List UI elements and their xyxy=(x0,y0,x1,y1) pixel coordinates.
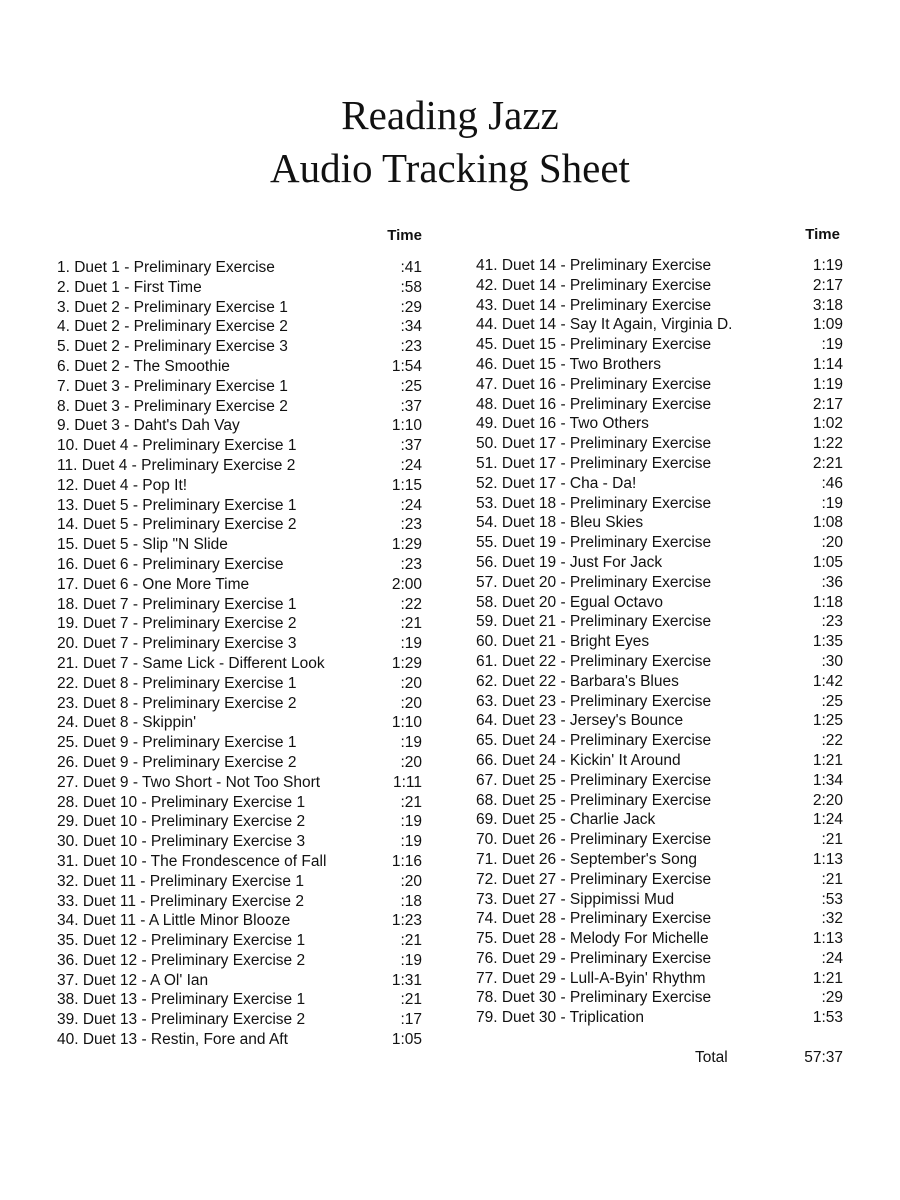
track-row xyxy=(57,476,422,496)
track-label: 2. Duet 1 - First Time xyxy=(57,278,202,296)
track-row xyxy=(476,513,843,533)
track-label: 32. Duet 11 - Preliminary Exercise 1 xyxy=(57,872,304,890)
track-label: 12. Duet 4 - Pop It! xyxy=(57,476,188,494)
track-label: 21. Duet 7 - Same Lick - Different Look xyxy=(57,654,325,672)
track-time: 1:13 xyxy=(812,850,843,868)
track-label: 46. Duet 15 - Two Brothers xyxy=(476,355,661,373)
track-time: :25 xyxy=(400,377,422,395)
track-label: 43. Duet 14 - Preliminary Exercise xyxy=(476,296,712,314)
track-time: :29 xyxy=(400,298,422,316)
total-row xyxy=(476,1048,843,1068)
track-row xyxy=(57,812,422,832)
track-time: :19 xyxy=(400,734,422,752)
track-time: :24 xyxy=(400,496,422,514)
track-time: 1:29 xyxy=(391,654,422,672)
track-row xyxy=(57,397,422,417)
track-time: 1:08 xyxy=(812,514,843,532)
track-label: 1. Duet 1 - Preliminary Exercise xyxy=(57,259,275,276)
track-row xyxy=(57,971,422,991)
track-time: :17 xyxy=(400,1011,422,1029)
track-label: 50. Duet 17 - Preliminary Exercise xyxy=(476,435,712,453)
title-line-1: Reading Jazz xyxy=(341,92,559,138)
track-label: 79. Duet 30 - Triplication xyxy=(476,1009,645,1027)
track-time: :36 xyxy=(821,573,843,591)
track-time: 1:53 xyxy=(812,1009,843,1027)
track-row xyxy=(476,850,843,870)
track-time: :23 xyxy=(400,338,422,356)
track-label: 60. Duet 21 - Bright Eyes xyxy=(476,633,650,651)
track-row xyxy=(476,751,843,771)
track-time: 2:00 xyxy=(391,575,422,593)
track-row xyxy=(476,395,843,415)
track-label: 18. Duet 7 - Preliminary Exercise 1 xyxy=(57,595,297,613)
track-time: :21 xyxy=(821,831,843,849)
track-row xyxy=(57,773,422,793)
track-time: :41 xyxy=(400,259,422,276)
track-row xyxy=(57,456,422,476)
track-label: 4. Duet 2 - Preliminary Exercise 2 xyxy=(57,318,288,336)
track-label: 8. Duet 3 - Preliminary Exercise 2 xyxy=(57,397,288,415)
track-label: 28. Duet 10 - Preliminary Exercise 1 xyxy=(57,793,306,811)
track-time: 1:42 xyxy=(812,672,843,690)
track-row xyxy=(57,258,422,278)
track-label: 72. Duet 27 - Preliminary Exercise xyxy=(476,870,712,888)
track-label: 53. Duet 18 - Preliminary Exercise xyxy=(476,494,712,512)
track-time: :25 xyxy=(821,692,843,710)
track-label: 5. Duet 2 - Preliminary Exercise 3 xyxy=(57,338,288,356)
track-label: 77. Duet 29 - Lull-A-Byin' Rhythm xyxy=(476,969,706,987)
track-time: 1:10 xyxy=(391,417,422,435)
track-label: 39. Duet 13 - Preliminary Exercise 2 xyxy=(57,1011,306,1029)
right-column-header xyxy=(476,222,843,256)
track-row xyxy=(57,793,422,813)
track-row xyxy=(476,791,843,811)
right-track-list xyxy=(476,256,843,1028)
track-time: :21 xyxy=(400,615,422,633)
track-time: :21 xyxy=(400,991,422,1009)
track-row xyxy=(476,276,843,296)
track-label: 62. Duet 22 - Barbara's Blues xyxy=(476,672,679,690)
track-label: 24. Duet 8 - Skippin' xyxy=(57,714,197,732)
track-label: 70. Duet 26 - Preliminary Exercise xyxy=(476,831,712,849)
track-row xyxy=(476,454,843,474)
track-time: :46 xyxy=(821,474,843,492)
track-row xyxy=(476,533,843,553)
track-label: 40. Duet 13 - Restin, Fore and Aft xyxy=(57,1031,288,1049)
track-row xyxy=(476,1008,843,1028)
track-time: :19 xyxy=(400,833,422,851)
track-label: 64. Duet 23 - Jersey's Bounce xyxy=(476,712,684,730)
track-time: 1:21 xyxy=(812,751,843,769)
track-row xyxy=(57,357,422,377)
track-row xyxy=(476,949,843,969)
track-row xyxy=(57,694,422,714)
track-row xyxy=(476,731,843,751)
track-time: :21 xyxy=(400,793,422,811)
track-label: 37. Duet 12 - A Ol' Ian xyxy=(57,971,209,989)
track-row xyxy=(57,951,422,971)
track-row xyxy=(57,654,422,674)
track-row xyxy=(476,434,843,454)
track-time: 1:31 xyxy=(391,971,422,989)
track-time: 1:19 xyxy=(812,375,843,393)
track-row xyxy=(57,911,422,931)
track-label: 74. Duet 28 - Preliminary Exercise xyxy=(476,910,712,928)
track-row xyxy=(57,892,422,912)
track-label: 47. Duet 16 - Preliminary Exercise xyxy=(476,375,712,393)
track-time: 1:24 xyxy=(812,811,843,829)
track-row xyxy=(57,634,422,654)
track-row xyxy=(476,414,843,434)
track-time: 3:18 xyxy=(812,296,843,314)
track-label: 13. Duet 5 - Preliminary Exercise 1 xyxy=(57,496,297,514)
track-label: 69. Duet 25 - Charlie Jack xyxy=(476,811,656,829)
track-row xyxy=(476,988,843,1008)
track-time: :29 xyxy=(821,989,843,1007)
track-label: 54. Duet 18 - Bleu Skies xyxy=(476,514,644,532)
track-time: 1:54 xyxy=(391,357,422,375)
track-row xyxy=(476,909,843,929)
track-label: 41. Duet 14 - Preliminary Exercise xyxy=(476,257,712,274)
track-time: :23 xyxy=(400,555,422,573)
track-row xyxy=(476,771,843,791)
track-row xyxy=(476,335,843,355)
track-time: :37 xyxy=(400,397,422,415)
track-row xyxy=(476,315,843,335)
track-time: :20 xyxy=(400,872,422,890)
left-track-column xyxy=(57,222,422,1050)
track-time: :32 xyxy=(821,910,843,928)
track-time: :37 xyxy=(400,437,422,455)
track-row xyxy=(476,870,843,890)
track-time: 1:15 xyxy=(391,476,422,494)
track-time: 2:17 xyxy=(812,395,843,413)
track-row xyxy=(476,494,843,514)
track-time: :21 xyxy=(400,932,422,950)
track-time: :20 xyxy=(400,753,422,771)
track-label: 59. Duet 21 - Preliminary Exercise xyxy=(476,613,712,631)
track-row xyxy=(57,298,422,318)
track-label: 25. Duet 9 - Preliminary Exercise 1 xyxy=(57,734,297,752)
track-row xyxy=(476,692,843,712)
track-label: 14. Duet 5 - Preliminary Exercise 2 xyxy=(57,516,297,534)
track-time: :34 xyxy=(400,318,422,336)
track-row xyxy=(476,612,843,632)
track-row xyxy=(57,931,422,951)
track-label: 27. Duet 9 - Two Short - Not Too Short xyxy=(57,773,321,791)
track-label: 16. Duet 6 - Preliminary Exercise xyxy=(57,555,284,573)
track-label: 30. Duet 10 - Preliminary Exercise 3 xyxy=(57,833,306,851)
track-label: 67. Duet 25 - Preliminary Exercise xyxy=(476,771,712,789)
track-time: 1:10 xyxy=(391,714,422,732)
track-row xyxy=(57,436,422,456)
track-label: 68. Duet 25 - Preliminary Exercise xyxy=(476,791,712,809)
track-time: 1:14 xyxy=(812,355,843,373)
time-header: Time xyxy=(805,226,840,243)
left-track-list xyxy=(57,258,422,1050)
track-label: 22. Duet 8 - Preliminary Exercise 1 xyxy=(57,674,297,692)
track-row xyxy=(476,969,843,989)
track-label: 11. Duet 4 - Preliminary Exercise 2 xyxy=(57,456,296,474)
track-time: 1:22 xyxy=(812,435,843,453)
track-row xyxy=(57,317,422,337)
track-label: 7. Duet 3 - Preliminary Exercise 1 xyxy=(57,377,288,395)
track-label: 34. Duet 11 - A Little Minor Blooze xyxy=(57,912,291,930)
track-label: 10. Duet 4 - Preliminary Exercise 1 xyxy=(57,437,297,455)
track-label: 33. Duet 11 - Preliminary Exercise 2 xyxy=(57,892,304,910)
track-label: 76. Duet 29 - Preliminary Exercise xyxy=(476,949,712,967)
track-row xyxy=(476,830,843,850)
right-track-column xyxy=(476,222,843,1068)
track-label: 23. Duet 8 - Preliminary Exercise 2 xyxy=(57,694,297,712)
track-row xyxy=(57,555,422,575)
track-time: 1:29 xyxy=(391,536,422,554)
track-label: 20. Duet 7 - Preliminary Exercise 3 xyxy=(57,635,297,653)
track-time: 2:21 xyxy=(812,454,843,472)
track-label: 65. Duet 24 - Preliminary Exercise xyxy=(476,732,712,750)
track-time: :20 xyxy=(400,674,422,692)
track-time: :20 xyxy=(400,694,422,712)
track-row xyxy=(57,496,422,516)
track-row xyxy=(57,377,422,397)
track-row xyxy=(57,852,422,872)
time-header: Time xyxy=(387,227,422,244)
track-row xyxy=(57,535,422,555)
track-label: 36. Duet 12 - Preliminary Exercise 2 xyxy=(57,951,306,969)
track-time: 1:11 xyxy=(392,773,422,791)
track-label: 63. Duet 23 - Preliminary Exercise xyxy=(476,692,712,710)
track-label: 31. Duet 10 - The Frondescence of Fall xyxy=(57,852,327,870)
track-row xyxy=(57,1010,422,1030)
track-row xyxy=(57,1030,422,1050)
track-row xyxy=(476,929,843,949)
track-row xyxy=(476,711,843,731)
track-row xyxy=(57,595,422,615)
track-time: 1:05 xyxy=(812,553,843,571)
track-time: :19 xyxy=(400,635,422,653)
track-label: 75. Duet 28 - Melody For Michelle xyxy=(476,930,709,948)
track-time: :53 xyxy=(821,890,843,908)
track-time: :30 xyxy=(821,652,843,670)
track-time: 2:17 xyxy=(812,276,843,294)
track-label: 19. Duet 7 - Preliminary Exercise 2 xyxy=(57,615,297,633)
track-time: :19 xyxy=(400,813,422,831)
track-label: 44. Duet 14 - Say It Again, Virginia D. xyxy=(476,316,733,334)
track-label: 9. Duet 3 - Daht's Dah Vay xyxy=(57,417,240,435)
track-label: 73. Duet 27 - Sippimissi Mud xyxy=(476,890,675,908)
track-row xyxy=(476,355,843,375)
track-time: :23 xyxy=(821,613,843,631)
track-row xyxy=(57,832,422,852)
track-time: :19 xyxy=(400,951,422,969)
track-row xyxy=(476,573,843,593)
track-row xyxy=(476,296,843,316)
track-time: 2:20 xyxy=(812,791,843,809)
track-time: :21 xyxy=(821,870,843,888)
track-row xyxy=(57,674,422,694)
track-row xyxy=(57,990,422,1010)
track-label: 66. Duet 24 - Kickin' It Around xyxy=(476,751,681,769)
track-time: :19 xyxy=(821,336,843,354)
track-row xyxy=(476,375,843,395)
track-row xyxy=(57,575,422,595)
track-row xyxy=(57,515,422,535)
track-time: :18 xyxy=(400,892,422,910)
track-label: 51. Duet 17 - Preliminary Exercise xyxy=(476,454,712,472)
title-line-2: Audio Tracking Sheet xyxy=(270,145,630,191)
track-label: 48. Duet 16 - Preliminary Exercise xyxy=(476,395,712,413)
track-row xyxy=(476,632,843,652)
left-column-header xyxy=(57,222,422,258)
track-time: 1:19 xyxy=(812,257,843,274)
track-time: :22 xyxy=(821,732,843,750)
track-row xyxy=(57,337,422,357)
track-row xyxy=(476,256,843,276)
track-row xyxy=(476,652,843,672)
track-time: :23 xyxy=(400,516,422,534)
track-label: 57. Duet 20 - Preliminary Exercise xyxy=(476,573,712,591)
track-label: 17. Duet 6 - One More Time xyxy=(57,575,250,593)
total-time: 57:37 xyxy=(804,1048,843,1066)
track-label: 38. Duet 13 - Preliminary Exercise 1 xyxy=(57,991,306,1009)
track-time: 1:16 xyxy=(391,852,422,870)
track-row xyxy=(57,278,422,298)
track-label: 58. Duet 20 - Egual Octavo xyxy=(476,593,663,611)
track-label: 29. Duet 10 - Preliminary Exercise 2 xyxy=(57,813,306,831)
track-row xyxy=(57,614,422,634)
track-row xyxy=(57,733,422,753)
track-time: :19 xyxy=(821,494,843,512)
track-label: 26. Duet 9 - Preliminary Exercise 2 xyxy=(57,753,297,771)
track-label: 71. Duet 26 - September's Song xyxy=(476,850,697,868)
track-label: 52. Duet 17 - Cha - Da! xyxy=(476,474,637,492)
track-time: :20 xyxy=(821,534,843,552)
track-row xyxy=(476,553,843,573)
track-time: :24 xyxy=(821,949,843,967)
total-label: Total xyxy=(695,1048,728,1066)
track-time: 1:02 xyxy=(812,415,843,433)
track-time: 1:13 xyxy=(812,930,843,948)
track-label: 61. Duet 22 - Preliminary Exercise xyxy=(476,652,712,670)
track-row xyxy=(476,672,843,692)
track-row xyxy=(476,890,843,910)
track-row xyxy=(476,810,843,830)
track-row xyxy=(476,593,843,613)
track-time: 1:34 xyxy=(812,771,843,789)
track-row xyxy=(57,872,422,892)
track-time: 1:25 xyxy=(812,712,843,730)
track-row xyxy=(57,416,422,436)
track-label: 56. Duet 19 - Just For Jack xyxy=(476,553,663,571)
track-time: :58 xyxy=(400,278,422,296)
track-row xyxy=(476,474,843,494)
track-label: 6. Duet 2 - The Smoothie xyxy=(57,357,230,375)
track-time: 1:05 xyxy=(391,1031,422,1049)
track-time: :24 xyxy=(400,456,422,474)
track-time: 1:35 xyxy=(812,633,843,651)
track-label: 35. Duet 12 - Preliminary Exercise 1 xyxy=(57,932,306,950)
track-time: 1:18 xyxy=(812,593,843,611)
track-label: 49. Duet 16 - Two Others xyxy=(476,415,649,433)
track-time: 1:21 xyxy=(812,969,843,987)
track-time: :22 xyxy=(400,595,422,613)
track-row xyxy=(57,713,422,733)
track-label: 42. Duet 14 - Preliminary Exercise xyxy=(476,276,712,294)
track-label: 78. Duet 30 - Preliminary Exercise xyxy=(476,989,712,1007)
track-time: 1:23 xyxy=(391,912,422,930)
track-row xyxy=(57,753,422,773)
track-label: 45. Duet 15 - Preliminary Exercise xyxy=(476,336,712,354)
track-time: 1:09 xyxy=(812,316,843,334)
track-label: 55. Duet 19 - Preliminary Exercise xyxy=(476,534,712,552)
track-label: 15. Duet 5 - Slip "N Slide xyxy=(57,536,228,554)
track-label: 3. Duet 2 - Preliminary Exercise 1 xyxy=(57,298,288,316)
